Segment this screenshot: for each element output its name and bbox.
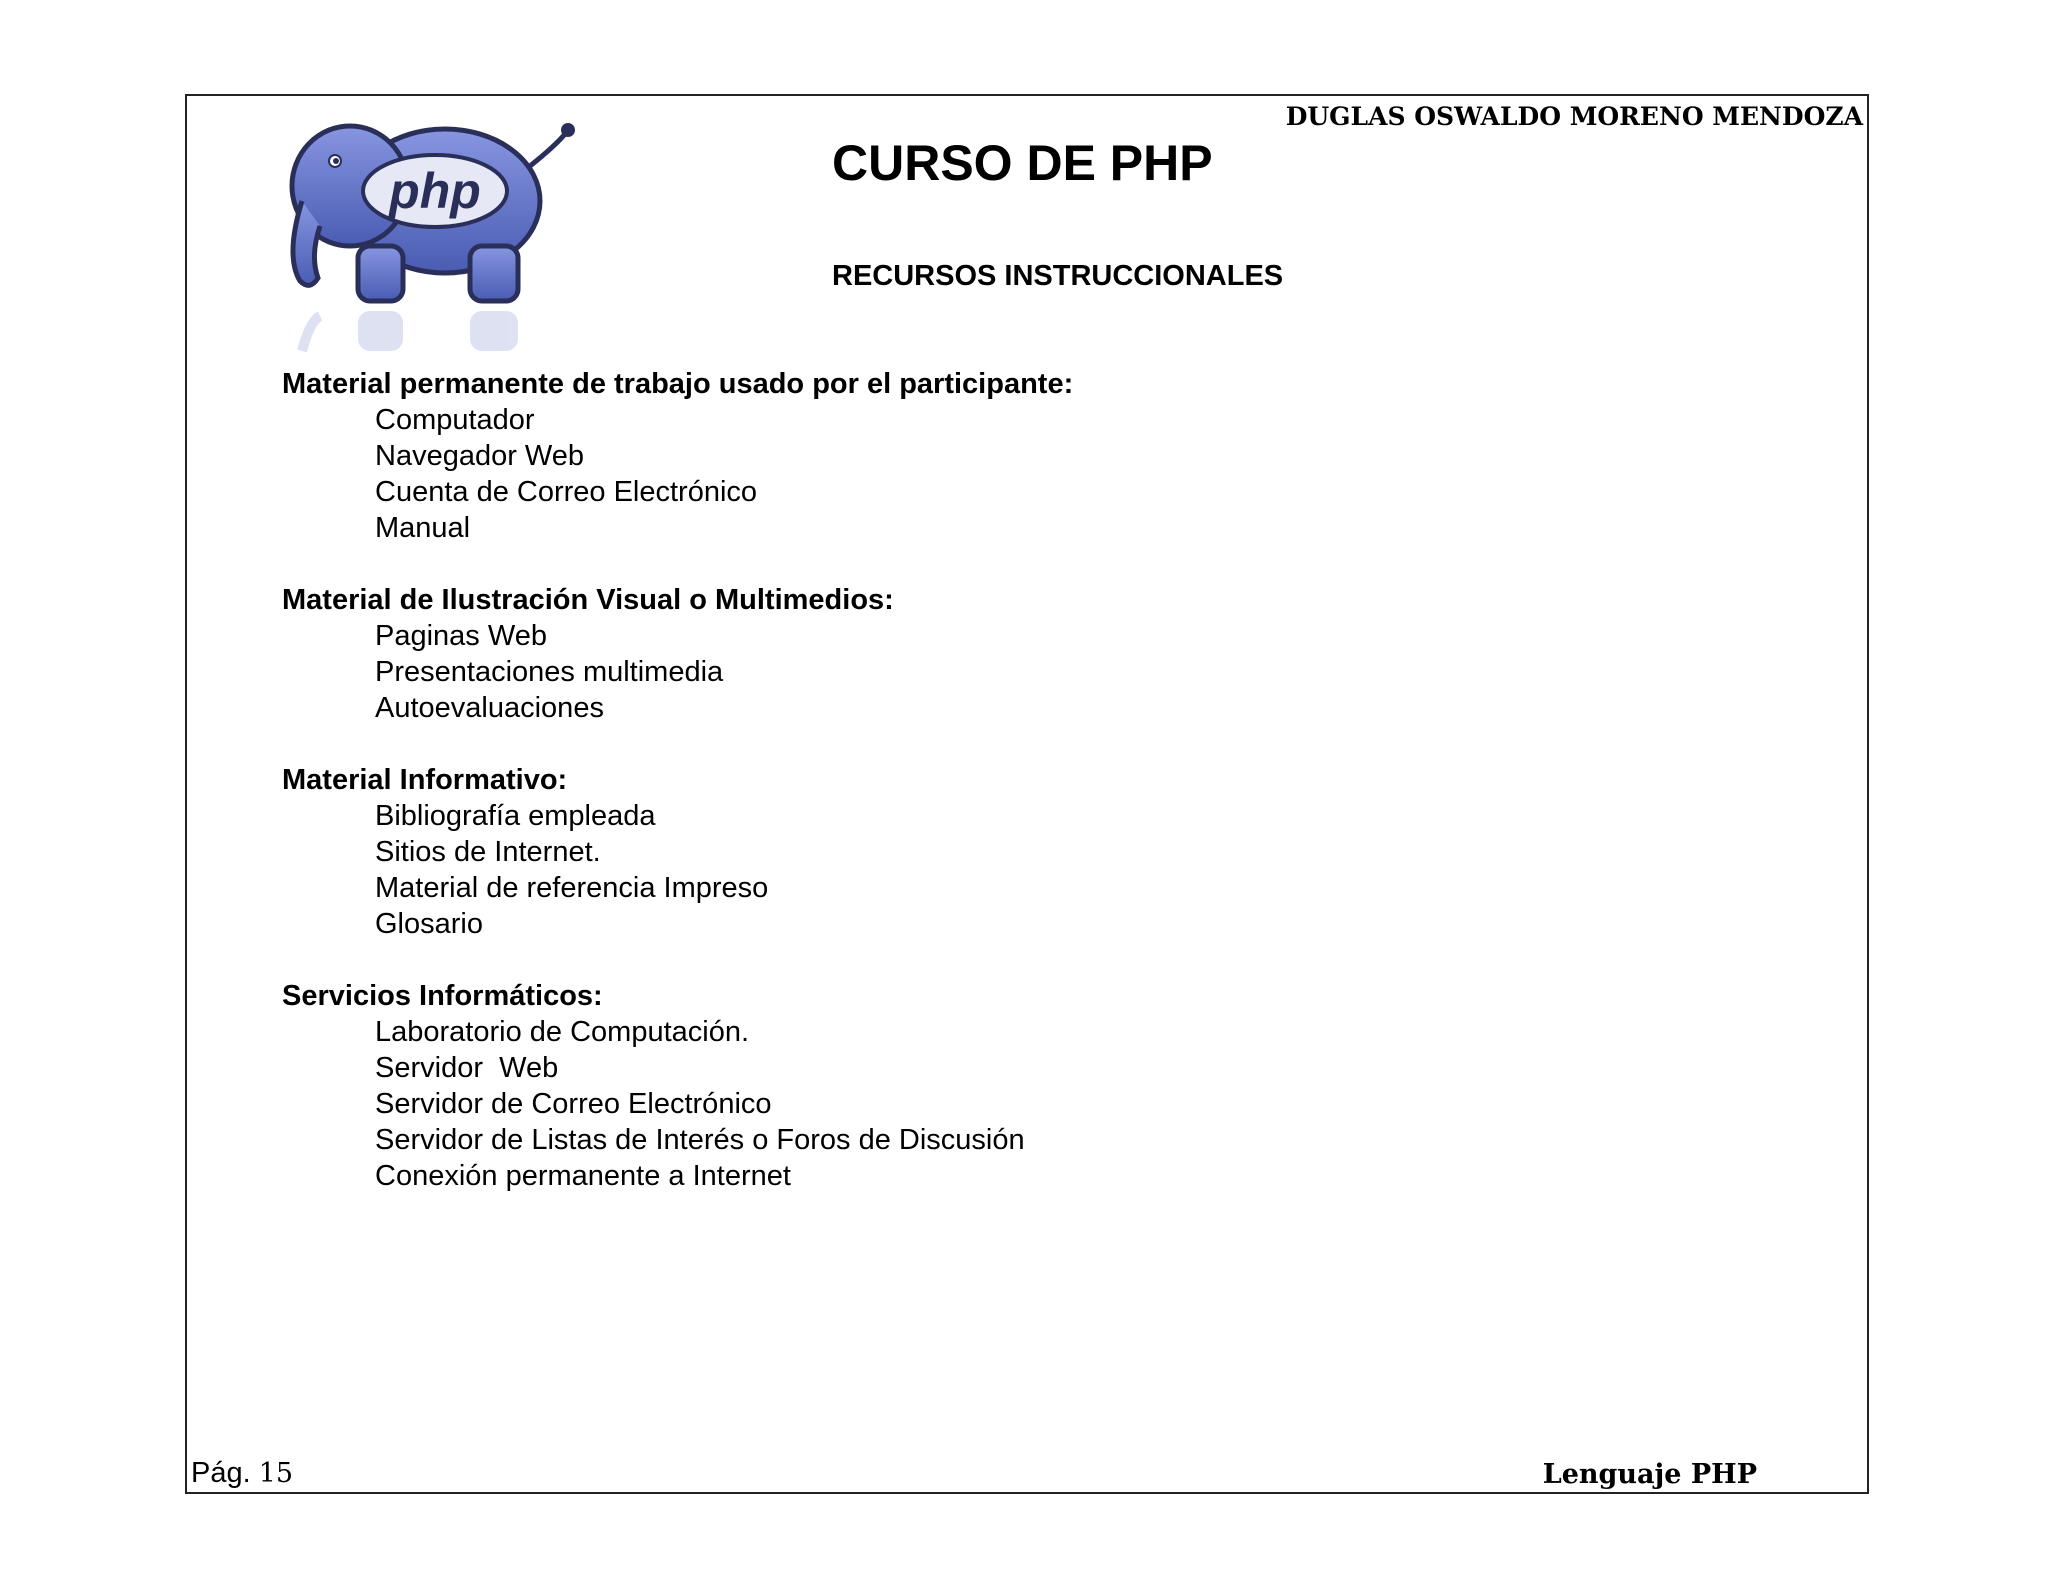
group-heading: Servicios Informáticos:: [282, 980, 603, 1012]
group-items: [282, 618, 1482, 726]
page-number: [191, 1457, 293, 1490]
list-item: Conexión permanente a Internet: [375, 1160, 791, 1192]
list-item: Bibliografía empleada: [375, 800, 656, 832]
list-item: Presentaciones multimedia: [375, 656, 724, 688]
list-item: Laboratorio de Computación.: [375, 1016, 750, 1048]
course-title: CURSO DE PHP: [832, 135, 1213, 191]
group-heading: Material permanente de trabajo usado por el participante:: [282, 368, 1074, 400]
group-heading: Material Informativo:: [282, 764, 568, 796]
page-label: Pág.: [191, 1457, 251, 1489]
group-items: [282, 798, 1482, 942]
page-number-value: 15: [258, 1458, 294, 1489]
list-item: Paginas Web: [375, 620, 547, 652]
list-item: Autoevaluaciones: [375, 692, 604, 724]
group-items: [282, 402, 1482, 546]
group-material-informativo: [282, 762, 1482, 942]
resource-list: [282, 366, 1482, 1230]
list-item: Computador: [375, 404, 535, 436]
group-material-permanente: [282, 366, 1482, 546]
list-item: Manual: [375, 512, 471, 544]
group-heading: Material de Ilustración Visual o Multimedios:: [282, 584, 894, 616]
author-name: DUGLAS OSWALDO MORENO MENDOZA: [1285, 102, 1863, 131]
list-item: Material de referencia Impreso: [375, 872, 769, 904]
group-items: [282, 1014, 1482, 1194]
group-servicios-informaticos: [282, 978, 1482, 1194]
php-elephant-logo: [280, 106, 590, 356]
list-item: Glosario: [375, 908, 483, 940]
list-item: Sitios de Internet.: [375, 836, 601, 868]
list-item: Servidor Web: [375, 1052, 559, 1084]
section-title: RECURSOS INSTRUCCIONALES: [832, 260, 1284, 292]
group-material-ilustracion: [282, 582, 1482, 726]
list-item: Navegador Web: [375, 440, 585, 472]
list-item: Cuenta de Correo Electrónico: [375, 476, 758, 508]
list-item: Servidor de Listas de Interés o Foros de Discusión: [375, 1124, 1025, 1156]
page-frame: [185, 94, 1869, 1494]
list-item: Servidor de Correo Electrónico: [375, 1088, 772, 1120]
footer-course-name: Lenguaje PHP: [1542, 1459, 1757, 1490]
logo-text: php: [389, 163, 481, 219]
